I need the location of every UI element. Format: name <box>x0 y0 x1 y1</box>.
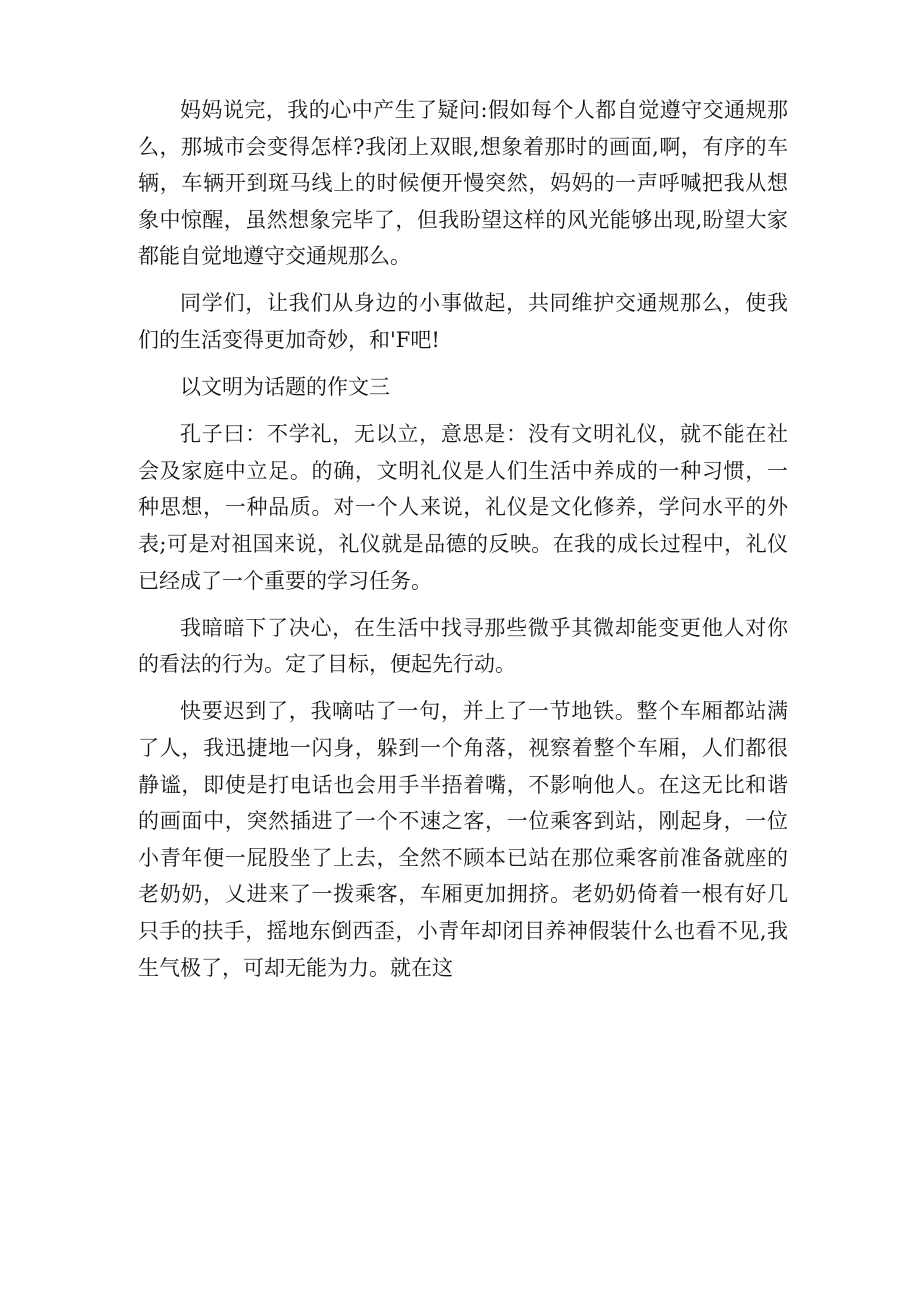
essay-heading: 以文明为话题的作文三 <box>180 375 390 400</box>
paragraph-resolution: 我暗暗下了决心，在生活中找寻那些微乎其微却能变更他人对你的看法的行为。定了目标，便起先行动。 <box>138 615 788 677</box>
paragraph-subway-story: 快要迟到了，我嘀咕了一句，并上了一节地铁。整个车厢都站满了人，我迅捷地一闪身，躲到一个角落，视察着整个车厢，人们都很静谧，即使是打电话也会用手半捂着嘴，不影响他人。在这无比和谐的画面中，突然插进了一个不速之客，一位乘客到站，刚起身，一位小青年便一屁股坐了上去，全然不顾本已站在那位乘客前准备就座的老奶奶，乂进来了一拨乘客，车厢更加拥挤。老奶奶倚着一根有好几只手的扶手，摇地东倒西歪，小青年却闭目养神假装什么也看不见,我生气极了，可却无能为力。就在这 <box>138 699 788 980</box>
document-body <box>138 92 788 997</box>
paragraph-classmates-appeal: 同学们，让我们从身边的小事做起，共同维护交通规那么，使我们的生活变得更加奇妙，和'F吧! <box>138 291 788 353</box>
paragraph-mother-question: 妈妈说完，我的心中产生了疑问:假如每个人都自觉遵守交通规那么，那城市会变得怎样?我闭上双眼,想象着那时的画面,啊，有序的车辆，车辆开到斑马线上的时候便开慢突然，妈妈的一声呼喊把我从想象中惊醒，虽然想象完毕了，但我盼望这样的风光能够出现,盼望大家都能自觉地遵守交通规那么。 <box>138 98 788 269</box>
paragraph-confucius: 孔子曰：不学礼，无以立，意思是：没有文明礼仪，就不能在社会及家庭中立足。的确，文明礼仪是人们生活中养成的一种习惯，一种思想，一种品质。对一个人来说，礼仪是文化修养，学问水平的外表;可是对祖国来说，礼仪就是品德的反映。在我的成长过程中，礼仪已经成了一个重要的学习任务。 <box>138 422 788 593</box>
